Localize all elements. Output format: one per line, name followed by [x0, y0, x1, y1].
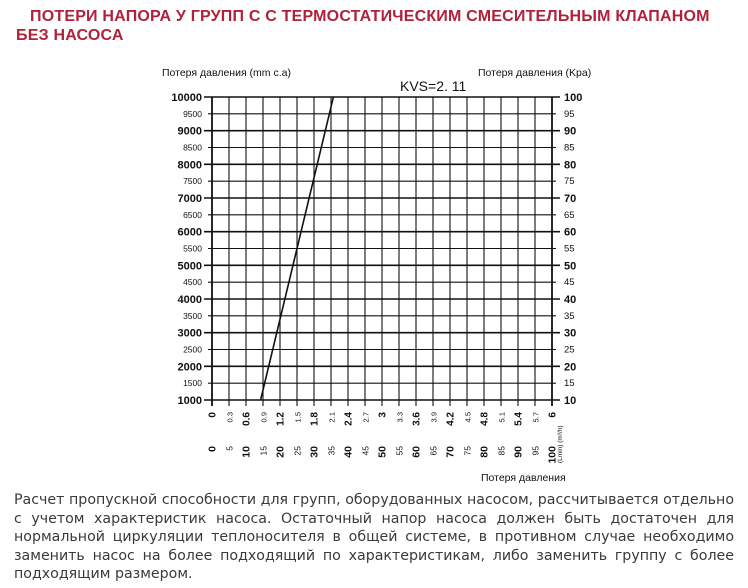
lpm-tick-label: 95	[530, 446, 541, 456]
chart-title	[16, 7, 742, 45]
right-tick-label: 40	[564, 294, 577, 306]
right-axis-ticks	[564, 92, 582, 407]
m3h-tick-label: 3	[377, 412, 389, 418]
m3h-tick-label: 0.6	[241, 412, 253, 426]
m3h-tick-label: 5.7	[531, 412, 541, 423]
m3h-tick-label: 3.3	[395, 412, 405, 423]
lpm-tick-label: 65	[428, 446, 439, 456]
lpm-tick-label: 55	[394, 446, 405, 456]
title-line-1: ПОТЕРИ НАПОРА У ГРУПП С С ТЕРМОСТАТИЧЕСКИМ СМЕСИТЕЛЬНЫМ КЛАПАНОМ	[30, 8, 710, 25]
bottom-axis-label: Потеря давления	[481, 472, 566, 484]
m3h-tick-label: 0	[207, 412, 219, 418]
left-tick-label: 6000	[177, 226, 202, 239]
m3h-tick-label: 2.1	[327, 412, 337, 423]
pressure-loss-chart	[0, 56, 748, 486]
lpm-tick-label: 0	[206, 446, 219, 452]
right-tick-label: 55	[564, 243, 575, 255]
lpm-tick-label: 75	[462, 446, 473, 456]
left-tick-label: 8500	[183, 142, 202, 153]
lpm-tick-label: 60	[410, 446, 423, 458]
left-tick-label: 4500	[183, 277, 202, 288]
lpm-tick-label: 5	[224, 446, 235, 451]
right-tick-label: 25	[564, 344, 575, 356]
right-tick-label: 60	[564, 226, 577, 239]
lpm-tick-label: 70	[444, 446, 457, 458]
right-tick-label: 20	[564, 361, 577, 374]
kvs-annotation: KVS=2. 11	[400, 78, 467, 94]
left-tick-label: 4000	[177, 294, 202, 306]
lpm-tick-label: 20	[274, 446, 287, 458]
right-tick-label: 30	[564, 327, 577, 340]
left-tick-label: 5000	[177, 260, 202, 273]
right-tick-label: 45	[564, 277, 575, 289]
lpm-tick-label: 45	[360, 446, 371, 456]
title-line-2: БЕЗ НАСОСА	[16, 27, 124, 44]
right-tick-label: 95	[564, 108, 575, 120]
lpm-tick-label: 50	[376, 446, 389, 458]
lpm-axis-ticks	[207, 446, 559, 464]
left-tick-label: 10000	[171, 92, 202, 104]
right-tick-label: 35	[564, 310, 575, 322]
description-text: Расчет пропускной способности для групп, оборудованных насосом, рассчитывается отдельно с учетом характеристик насоса. Остаточный напор насоса должен быть достаточен для нормальной циркуляции теплоносителя в общей системе, в противном случае необходимо заменить насос на более подходящий по характеристикам, либо заменить группу с более подходящим размером.	[14, 492, 734, 582]
m3h-tick-label: 1.8	[309, 412, 321, 426]
m3h-tick-label: 3.9	[429, 412, 439, 423]
grid	[204, 97, 560, 406]
m3h-tick-label: 1.2	[275, 412, 287, 426]
left-tick-label: 2000	[177, 361, 202, 374]
lpm-tick-label: 25	[292, 446, 303, 456]
m3h-tick-label: 2.7	[361, 412, 371, 423]
right-tick-label: 85	[564, 142, 575, 154]
left-tick-label: 8000	[177, 159, 202, 172]
m3h-tick-label: 5.1	[497, 412, 507, 423]
left-tick-label: 6500	[183, 209, 202, 220]
left-tick-label: 3000	[177, 327, 202, 340]
m3h-tick-label: 6	[547, 412, 559, 418]
m3h-tick-label: 4.8	[479, 412, 491, 426]
right-tick-label: 65	[564, 209, 575, 221]
lpm-tick-label: 90	[512, 446, 525, 458]
right-tick-label: 80	[564, 159, 577, 172]
left-tick-label: 1000	[177, 395, 202, 407]
right-axis-label: Потеря давления (Kpa)	[478, 67, 592, 79]
lpm-tick-label: 85	[496, 446, 507, 456]
m3h-tick-label: 4.5	[463, 412, 473, 423]
m3h-tick-label: 0.3	[225, 412, 235, 423]
left-tick-label: 7000	[177, 193, 202, 205]
lpm-tick-label: 30	[308, 446, 321, 458]
left-tick-label: 9500	[183, 108, 202, 119]
m3h-tick-label: 2.4	[343, 412, 355, 426]
lpm-tick-label: 10	[240, 446, 253, 458]
right-tick-label: 70	[564, 193, 577, 205]
lpm-tick-label: 80	[478, 446, 491, 458]
left-tick-label: 2500	[183, 344, 202, 355]
left-axis-ticks	[171, 92, 202, 407]
left-tick-label: 5500	[183, 243, 202, 254]
flow-unit-label: (Lmin) (m³/h)	[557, 425, 564, 463]
m3h-tick-label: 0.9	[259, 412, 269, 423]
left-tick-label: 9000	[177, 125, 202, 138]
lpm-tick-label: 15	[258, 446, 269, 456]
right-tick-label: 100	[564, 92, 583, 104]
m3h-tick-label: 5.4	[513, 412, 525, 426]
m3h-axis-ticks	[208, 412, 559, 426]
left-tick-label: 1500	[183, 378, 202, 389]
lpm-tick-label: 35	[326, 446, 337, 456]
left-tick-label: 7500	[183, 176, 202, 187]
right-tick-label: 50	[564, 260, 577, 273]
left-axis-label: Потеря давления (mm c.a)	[162, 67, 291, 79]
left-tick-label: 3500	[183, 310, 202, 321]
m3h-tick-label: 1.5	[293, 412, 303, 423]
lpm-tick-label: 100	[546, 446, 559, 464]
right-tick-label: 15	[564, 378, 575, 390]
right-tick-label: 75	[564, 176, 575, 188]
m3h-tick-label: 3.6	[411, 412, 423, 426]
m3h-tick-label: 4.2	[445, 412, 457, 426]
right-tick-label: 90	[564, 125, 577, 138]
right-tick-label: 10	[564, 395, 577, 407]
lpm-tick-label: 40	[342, 446, 355, 458]
